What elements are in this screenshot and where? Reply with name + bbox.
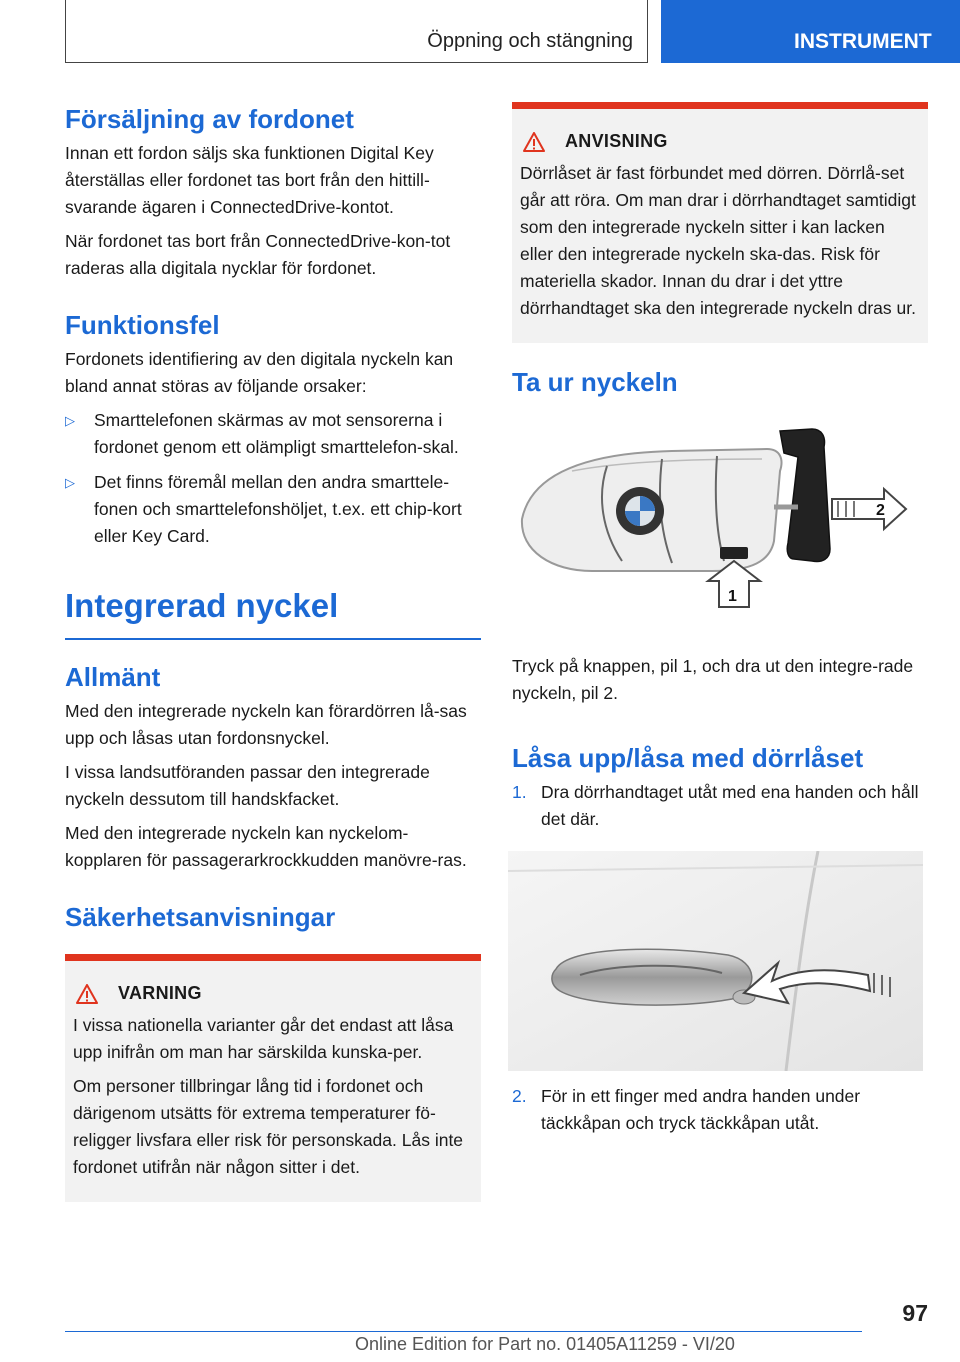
door-lock-heading: Låsa upp/låsa med dörrlåset — [512, 743, 864, 773]
triangle-bullet-icon: ▷ — [65, 413, 75, 428]
remove-key-heading: Ta ur nyckeln — [512, 367, 678, 397]
arrow-1-label: 1 — [728, 588, 737, 605]
malfunction-section — [65, 308, 481, 550]
header-section-tab — [65, 0, 648, 63]
header-chapter-tab[interactable] — [661, 0, 960, 63]
page-number: 97 — [902, 1300, 928, 1326]
integrated-section — [65, 584, 481, 640]
sale-heading: Försäljning av fordonet — [65, 104, 354, 134]
warning-triangle-icon — [76, 984, 98, 1004]
warning-box — [65, 954, 481, 1202]
remove-key-text: Tryck på knappen, pil 1, och dra ut den integre-rade nyckeln, pil 2. — [512, 656, 914, 703]
general-heading: Allmänt — [65, 662, 161, 692]
warning-title: VARNING — [73, 983, 473, 1004]
door-handle-illustration — [508, 851, 923, 1071]
header-section-title: Öppning och stängning — [427, 30, 633, 52]
note-box — [512, 102, 928, 343]
warning-triangle-icon — [523, 132, 545, 152]
list-item: ▷ Det finns föremål mellan den andra smarttele-fonen och smarttelefonshöljet, t.ex. ett chip-kort eller Key Card. — [65, 469, 481, 550]
key-removal-illustration — [512, 411, 928, 611]
sale-paragraph-2: När fordonet tas bort från ConnectedDrive-kon-tot raderas alla digitala nycklar för fordonet. — [65, 231, 451, 278]
safety-heading: Säkerhetsanvisningar — [65, 902, 336, 932]
malfunction-intro: Fordonets identifiering av den digitala nyckeln kan bland annat störas av följande orsaker: — [65, 349, 454, 396]
sale-paragraph-1: Innan ett fordon säljs ska funktionen Digital Key återställas eller fordonet tas bort från den hittill-svarande ägaren i ConnectedDrive-kontot. — [65, 143, 434, 217]
left-column — [65, 102, 481, 1202]
list-item: ▷ Smarttelefonen skärmas av mot sensorerna i fordonet genom ett olämpligt smarttelefon-skal. — [65, 407, 481, 461]
warning-paragraph-1: I vissa nationella varianter går det endast att låsa upp inifrån om man har särskilda kunska-per. — [73, 1015, 454, 1062]
warning-paragraph-2: Om personer tillbringar lång tid i fordonet och därigenom utsätts för extrema temperaturer fö-religger livsfara eller risk för personskada. Lås inte fordonet utifrån när någon sitter i det. — [73, 1076, 464, 1177]
integrated-heading: Integrerad nyckel — [65, 587, 339, 624]
list-item: 2. För in ett finger med andra handen under täckkåpan och tryck täckkåpan utåt. — [512, 1086, 861, 1133]
malfunction-list — [65, 407, 481, 550]
safety-section — [65, 900, 481, 1202]
malfunction-heading: Funktionsfel — [65, 310, 220, 340]
triangle-bullet-icon: ▷ — [65, 475, 75, 490]
note-paragraph: Dörrlåset är fast förbundet med dörren. Dörrlå-set går att röra. Om man drar i dörrhandtaget samtidigt som den integrerade nyckeln sitter i kan lacken eller den integrerade nyckeln ska-das. Risk för materiella skador. Innan du drar i det yttre dörrhandtaget ska den integrerade nyckeln dras ur. — [520, 163, 916, 318]
general-paragraph-3: Med den integrerade nyckeln kan nyckelom-kopplaren för passagerarkrockkudden manövre-ras. — [65, 823, 467, 870]
right-column — [512, 102, 928, 1137]
list-item: 1. Dra dörrhandtaget utåt med ena handen och håll det där. — [512, 782, 919, 829]
footer-edition: Online Edition for Part no. 01405A11259 - VI/20 — [355, 1334, 735, 1354]
door-lock-steps-continued — [512, 1083, 928, 1137]
general-paragraph-2: I vissa landsutföranden passar den integrerade nyckeln dessutom till handskfacket. — [65, 762, 430, 809]
footer-rule — [65, 1331, 862, 1332]
header-chapter-title: INSTRUMENT — [794, 30, 932, 53]
heading-rule — [65, 638, 481, 640]
note-title: ANVISNING — [520, 131, 920, 152]
arrow-2-label: 2 — [876, 502, 885, 519]
general-paragraph-1: Med den integrerade nyckeln kan förardörren lå-sas upp och låsas utan fordonsnyckel. — [65, 701, 467, 748]
door-lock-steps — [512, 779, 928, 833]
